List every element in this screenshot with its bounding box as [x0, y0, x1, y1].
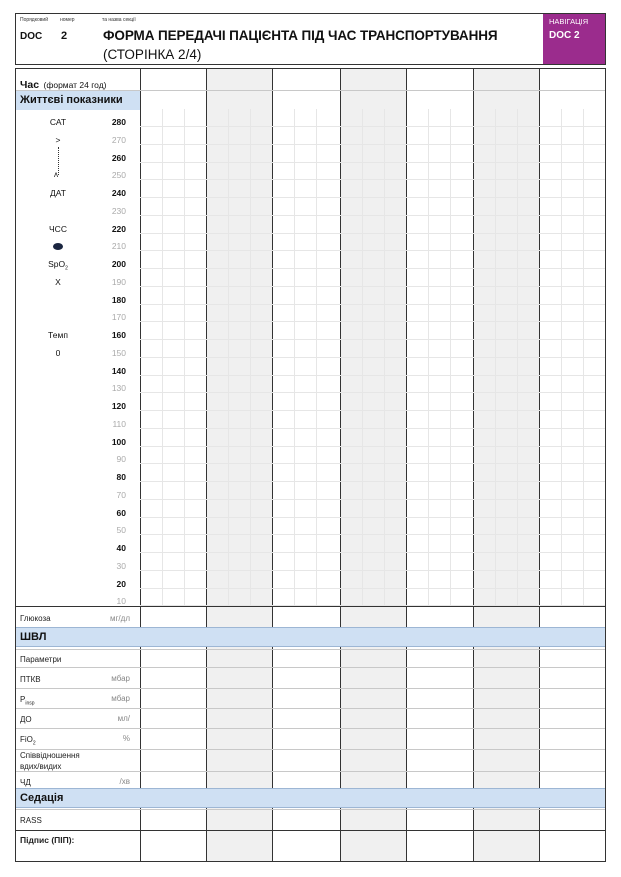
vitals-tick-label: 10 — [116, 596, 126, 607]
ventilation-row-unit: мбар — [111, 674, 130, 683]
vitals-tick-label: 100 — [111, 436, 126, 447]
vitals-tick-label: 250 — [111, 170, 126, 181]
signature-label: Підпис (ПІП): — [20, 835, 75, 845]
glucose-label: Глюкоза — [20, 614, 51, 623]
ventilation-row-unit: /хв — [119, 777, 130, 786]
vitals-tick-label: 150 — [111, 347, 126, 358]
legend-item: ЧСС — [49, 223, 67, 234]
vitals-tick-label: 40 — [116, 543, 126, 553]
legend-item: X — [55, 276, 61, 287]
legend-item: 0 — [55, 347, 61, 358]
time-row-label: Час (формат 24 год) — [20, 79, 107, 91]
ventilation-row-label: $P_{insp}$ — [20, 695, 35, 707]
num-caption: номер — [60, 17, 75, 23]
nav-value[interactable]: DOC 2 — [549, 30, 580, 41]
caret-up-icon: ʌ — [54, 170, 58, 180]
sedation-section-header: Седація — [16, 788, 605, 808]
sat-dat-connector — [58, 147, 59, 175]
legend-item: ДАТ — [50, 188, 66, 198]
vitals-tick-label: 280 — [111, 117, 126, 127]
ventilation-row-label: FiO$_2$ — [20, 735, 36, 747]
vitals-tick-label: 20 — [116, 578, 126, 589]
vitals-tick-label: 50 — [116, 525, 126, 536]
page-subtitle: (СТОРІНКА 2/4) — [103, 47, 202, 62]
page-title: ФОРМА ПЕРЕДАЧІ ПАЦІЄНТА ПІД ЧАС ТРАНСПОРТУВАННЯ — [103, 28, 498, 43]
vitals-tick-label: 180 — [111, 294, 126, 305]
vitals-tick-label: 70 — [116, 489, 126, 500]
doc-number: 2 — [61, 30, 68, 42]
section-caption: та назва секції — [102, 17, 136, 23]
vitals-tick-label: 170 — [111, 312, 126, 323]
vitals-tick-label: 120 — [111, 401, 126, 411]
seq-caption: Порядковий — [20, 17, 48, 23]
vitals-tick-label: 140 — [111, 365, 126, 376]
legend-item: Темп — [48, 330, 68, 340]
vitals-tick-label: 210 — [111, 241, 126, 252]
vitals-tick-label: 160 — [111, 330, 126, 340]
vitals-tick-label: 220 — [111, 223, 126, 234]
legend-item: SpO$_2$ — [48, 259, 68, 272]
doc-code: DOC — [20, 31, 43, 42]
vitals-tick-label: 80 — [116, 472, 126, 482]
vitals-tick-label: 130 — [111, 383, 126, 394]
vitals-tick-label: 240 — [111, 188, 126, 198]
navigation-box[interactable] — [543, 14, 605, 64]
vitals-tick-label: 230 — [111, 205, 126, 216]
ventilation-row-unit: мл/ — [117, 714, 130, 723]
ventilation-row-label: ПТКВ — [20, 675, 41, 684]
vitals-tick-label: 60 — [116, 507, 126, 518]
ventilation-row-label: Співвідношення вдих/видих — [20, 751, 80, 771]
heart-rate-dot-icon — [53, 243, 63, 250]
nav-label: НАВІГАЦІЯ — [549, 17, 589, 26]
vitals-section-header: Життєві показники — [16, 91, 140, 110]
vitals-tick-label: 260 — [111, 152, 126, 163]
vitals-tick-label: 90 — [116, 454, 126, 465]
ventilation-section-header: ШВЛ — [16, 627, 605, 647]
legend-item: САТ — [49, 117, 67, 127]
vitals-tick-label: 270 — [111, 134, 126, 145]
form-header — [15, 13, 606, 65]
vitals-tick-label: 190 — [111, 276, 126, 287]
transport-chart-grid — [15, 68, 606, 862]
vitals-tick-label: 200 — [111, 259, 126, 269]
vitals-tick-label: 30 — [116, 560, 126, 571]
legend-item: > — [55, 134, 61, 145]
ventilation-row-label: ЧД — [20, 778, 31, 787]
vitals-tick-label: 110 — [112, 418, 126, 429]
ventilation-row-unit: мбар — [111, 694, 130, 703]
rass-label: RASS — [20, 816, 42, 825]
glucose-unit: мг/дл — [110, 614, 130, 623]
ventilation-params-label: Параметри — [20, 655, 62, 664]
ventilation-row-unit: % — [122, 734, 130, 743]
ventilation-row-label: ДО — [20, 715, 32, 724]
